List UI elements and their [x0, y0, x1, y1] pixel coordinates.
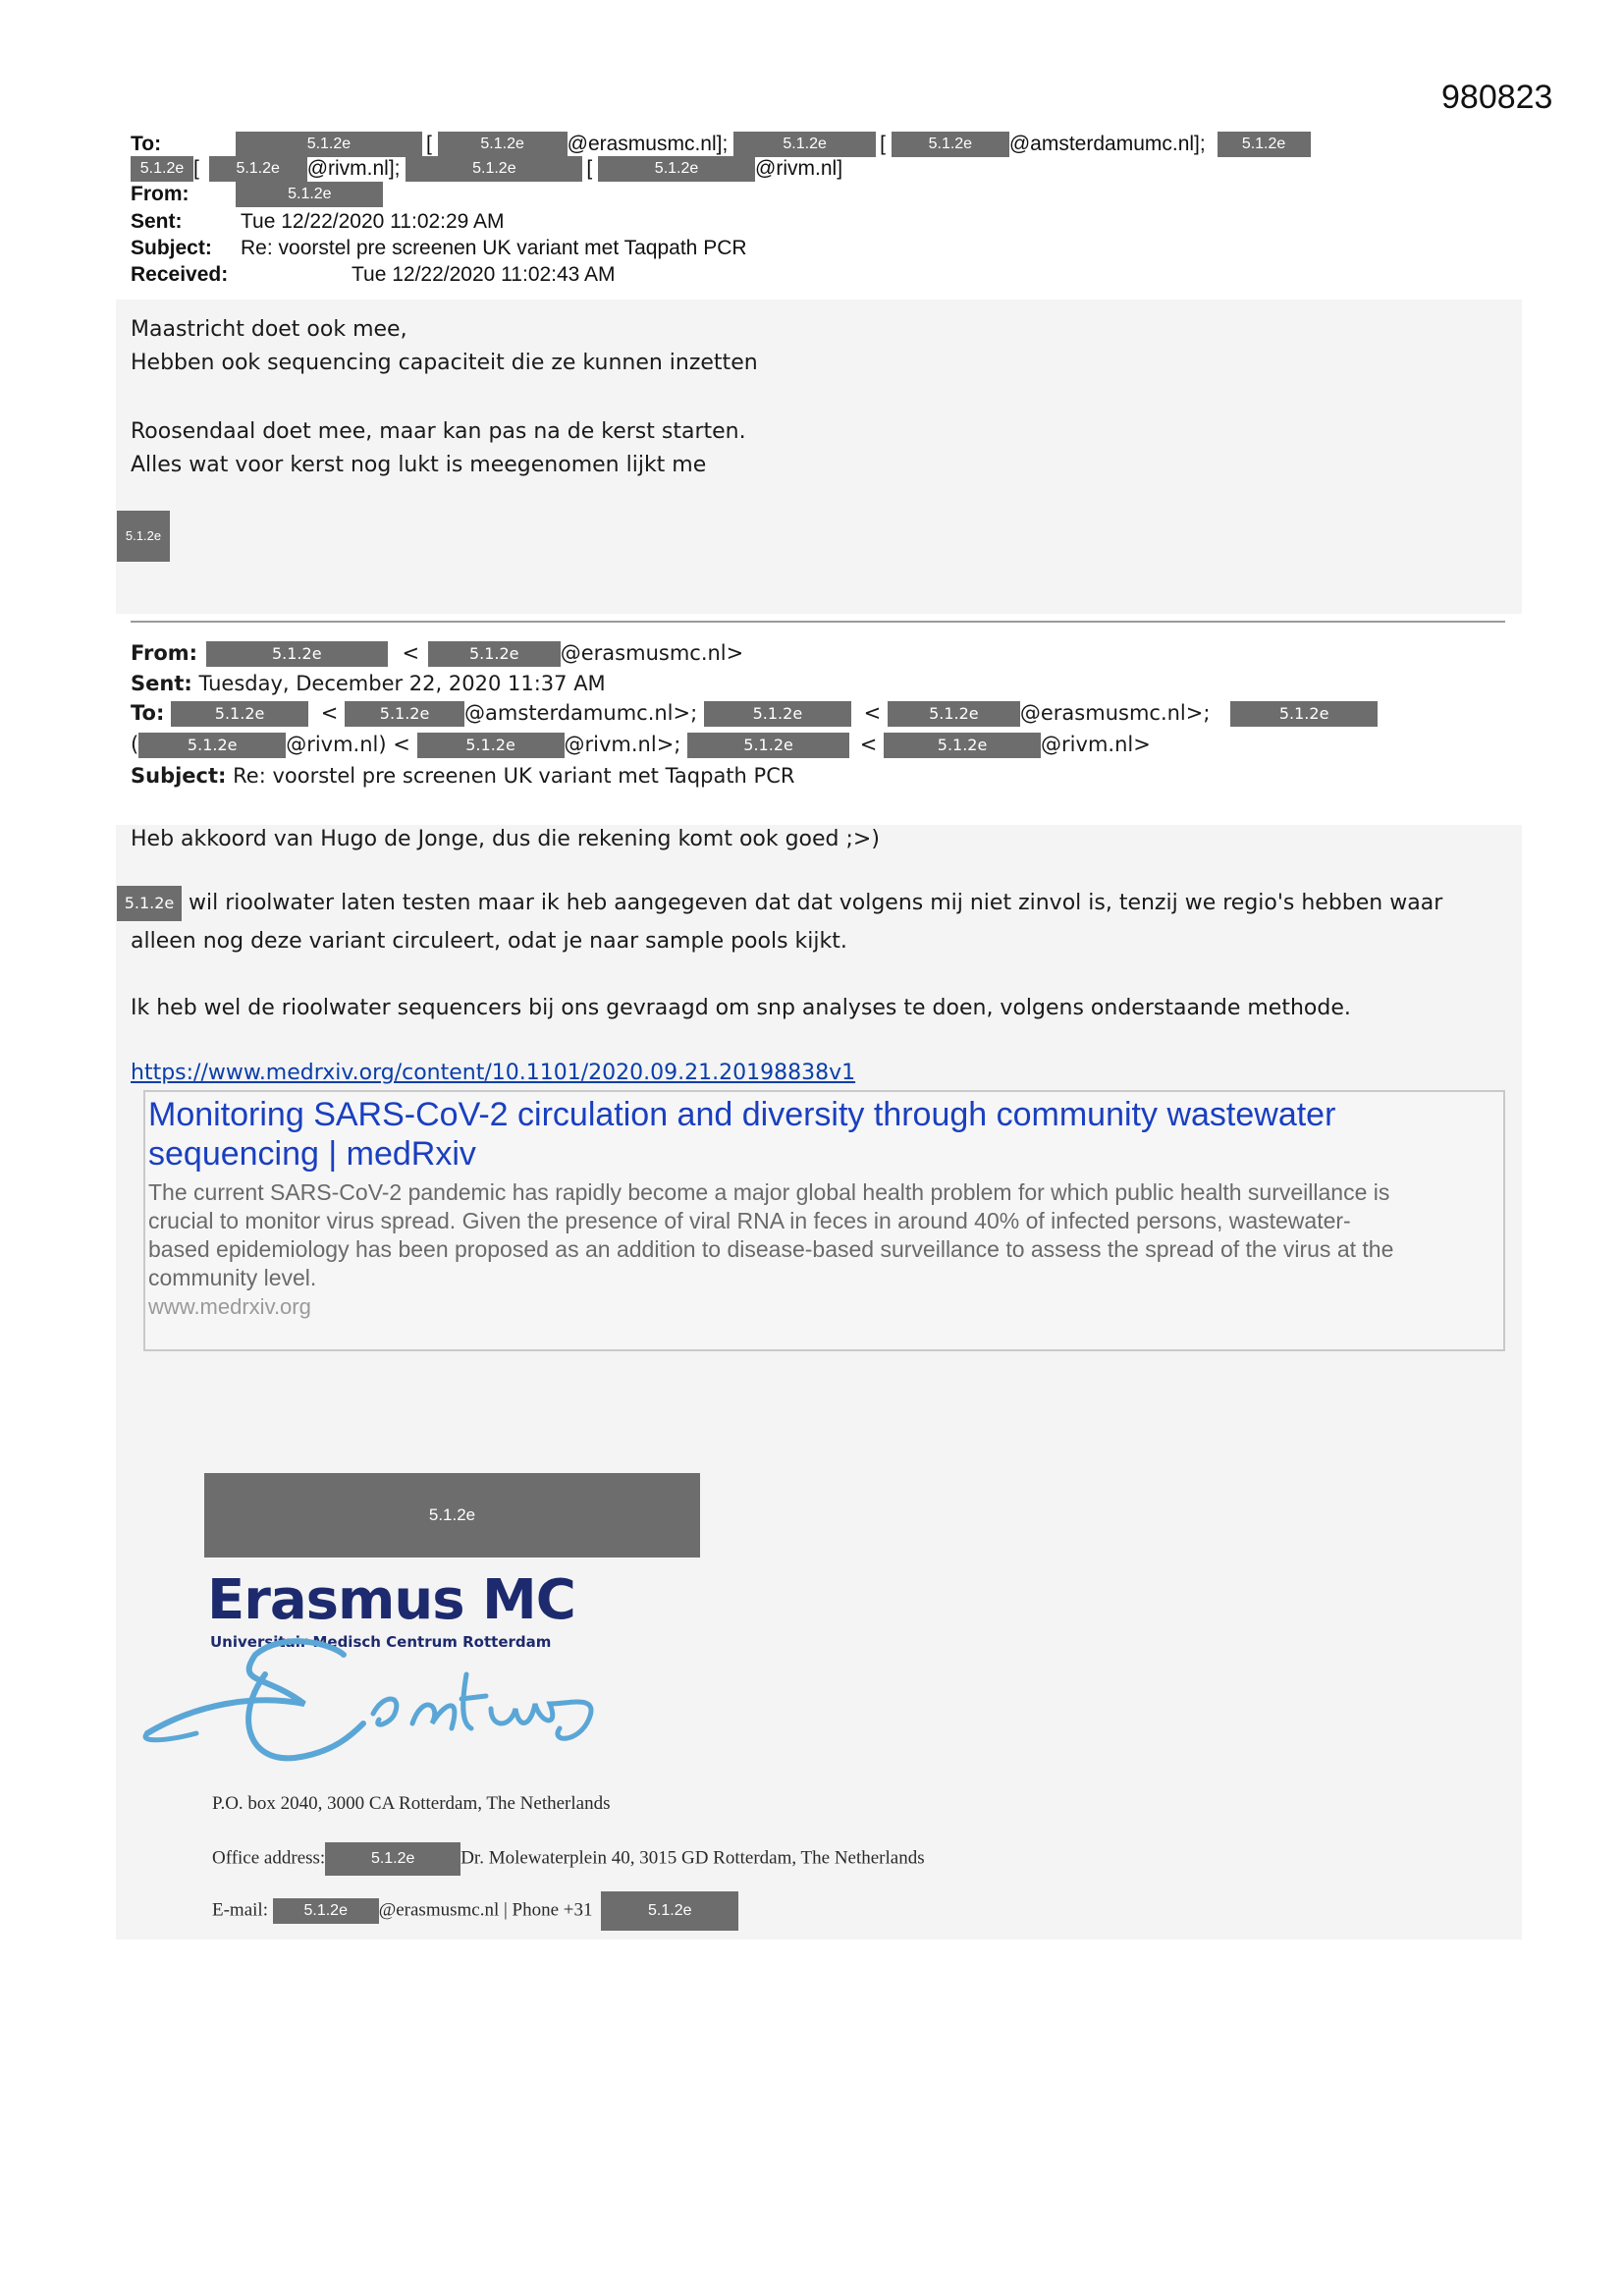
from-label: From:: [131, 641, 198, 665]
redaction-box: 5.1.2e: [601, 1891, 738, 1931]
redaction-box: 5.1.2e: [117, 886, 182, 921]
from-label: From:: [131, 183, 189, 205]
redaction-box: 5.1.2e: [892, 132, 1009, 157]
to-part-3: @rivm.nl) <: [286, 733, 410, 756]
to-part-2: @amsterdamumc.nl];: [1008, 133, 1206, 155]
office-label: Office address:: [212, 1847, 326, 1869]
redaction-box: 5.1.2e: [406, 156, 582, 182]
second-body-line-3: alleen nog deze variant circuleert, odat je naar sample pools kijkt.: [131, 929, 847, 954]
body-text: wil rioolwater laten testen maar ik heb aangegeven dat dat volgens mij niet zinvol is, tenzij we regio's hebben waar: [189, 891, 1443, 915]
email-label: E-mail:: [212, 1899, 268, 1921]
sent-label: Sent:: [131, 210, 183, 233]
redaction-box: 5.1.2e: [687, 733, 849, 758]
redaction-box: 5.1.2e: [417, 733, 565, 758]
erasmus-logo-text: Erasmus MC: [207, 1568, 575, 1632]
first-body-line-3: Roosendaal doet mee, maar kan pas na de kerst starten.: [131, 419, 746, 444]
to-part-1: @erasmusmc.nl];: [567, 133, 729, 155]
first-received-line: [131, 261, 616, 288]
subject-value: Re: voorstel pre screenen UK variant met Taqpath PCR: [233, 764, 795, 788]
redaction-box: 5.1.2e: [888, 701, 1020, 727]
redaction-box: 5.1.2e: [884, 733, 1041, 758]
second-to-line-2: ( 5.1.2e @rivm.nl) < 5.1.2e @rivm.nl>; 5.1.2e < 5.1.2e @rivm.nl>: [131, 733, 1151, 756]
first-from-line: [131, 181, 383, 207]
first-body-line-2: Hebben ook sequencing capaciteit die ze kunnen inzetten: [131, 351, 758, 375]
link-preview-card[interactable]: [143, 1090, 1505, 1351]
first-sent-line: [131, 208, 505, 235]
card-desc-line-4: community level.: [148, 1265, 317, 1290]
subject-label: Subject:: [131, 764, 227, 788]
second-subject-line: [131, 764, 794, 788]
redaction-box: 5.1.2e: [138, 733, 286, 758]
redaction-box: 5.1.2e: [273, 1898, 379, 1924]
first-subject-line: [131, 235, 747, 261]
to-part-2: @erasmusmc.nl>;: [1019, 701, 1211, 725]
redaction-box: 5.1.2e: [325, 1842, 460, 1876]
document-number: 980823: [1441, 79, 1553, 116]
first-to-line-2: 5.1.2e [ 5.1.2e @rivm.nl]; 5.1.2e [ 5.1.2e @rivm.nl]: [131, 155, 842, 182]
first-to-line-1: To: 5.1.2e [ 5.1.2e @erasmusmc.nl]; 5.1.2e [ 5.1.2e @amsterdamumc.nl]; 5.1.2e: [131, 131, 1311, 157]
signature-name-redaction: [204, 1473, 700, 1558]
redaction-box: 5.1.2e: [209, 156, 307, 182]
card-desc-line-3: based epidemiology has been proposed as an addition to disease-based surveillance to assess the spread of the virus at the: [148, 1236, 1394, 1262]
sent-label: Sent:: [131, 672, 192, 695]
card-site: www.medrxiv.org: [148, 1294, 311, 1319]
received-label: Received:: [131, 263, 229, 286]
email-divider: [131, 621, 1505, 623]
signature-po-box: P.O. box 2040, 3000 CA Rotterdam, The Netherlands: [212, 1793, 611, 1814]
redaction-box: 5.1.2e: [171, 701, 308, 727]
sent-value: Tue 12/22/2020 11:02:29 AM: [241, 210, 505, 233]
office-value: Dr. Molewaterplein 40, 3015 GD Rotterdam, The Netherlands: [460, 1847, 925, 1869]
redaction-box: 5.1.2e: [206, 641, 388, 667]
to-label: To:: [131, 701, 165, 725]
to-label: To:: [131, 133, 162, 155]
second-sent-line: [131, 672, 606, 695]
redaction-box: 5.1.2e: [131, 156, 193, 182]
from-suffix: @erasmusmc.nl>: [560, 641, 744, 665]
card-desc-line-1: The current SARS-CoV-2 pandemic has rapidly become a major global health problem for which public health surveillance is: [148, 1179, 1390, 1205]
second-body-line-1: Heb akkoord van Hugo de Jonge, dus die rekening komt ook goed ;>): [131, 827, 880, 851]
redaction-box: 5.1.2e: [1218, 132, 1311, 157]
redaction-code: 5.1.2e: [428, 1505, 476, 1524]
first-body-line-1: Maastricht doet ook mee,: [131, 317, 407, 342]
second-from-line: From: 5.1.2e < 5.1.2e @erasmusmc.nl>: [131, 641, 744, 665]
redaction-box: 5.1.2e: [428, 641, 561, 667]
card-desc-line-2: crucial to monitor virus spread. Given the presence of viral RNA in feces in around 40% of infected persons, wastewater-: [148, 1208, 1351, 1233]
redaction-box: 5.1.2e: [1230, 701, 1378, 727]
to-part-5: @rivm.nl>: [1041, 733, 1151, 756]
signature-office-line: [212, 1842, 925, 1876]
signature-email-line: [212, 1891, 738, 1931]
second-to-line-1: To: 5.1.2e < 5.1.2e @amsterdamumc.nl>; 5.1.2e < 5.1.2e @erasmusmc.nl>; 5.1.2e: [131, 701, 1378, 727]
second-body-line-2: [117, 886, 1442, 921]
received-value: Tue 12/22/2020 11:02:43 AM: [352, 263, 616, 286]
second-body-line-4: Ik heb wel de rioolwater sequencers bij ons gevraagd om snp analyses te doen, volgens onderstaande methode.: [131, 996, 1351, 1020]
to-part-4: @rivm.nl]: [755, 157, 843, 180]
redaction-box: 5.1.2e: [704, 701, 851, 727]
subject-label: Subject:: [131, 237, 212, 259]
card-title-line-2[interactable]: sequencing | medRxiv: [148, 1135, 476, 1173]
card-title-line-1[interactable]: Monitoring SARS-CoV-2 circulation and diversity through community wastewater: [148, 1096, 1336, 1133]
redaction-box: 5.1.2e: [733, 132, 876, 157]
redaction-box: 5.1.2e: [438, 132, 568, 157]
to-part-3: @rivm.nl];: [306, 157, 401, 180]
redaction-box: 5.1.2e: [236, 132, 422, 157]
medrxiv-link[interactable]: https://www.medrxiv.org/content/10.1101/2020.09.21.20198838v1: [131, 1061, 856, 1085]
to-part-4: @rivm.nl>;: [564, 733, 681, 756]
redaction-box: 5.1.2e: [598, 156, 755, 182]
redaction-code: 5.1.2e: [125, 528, 162, 543]
subject-value: Re: voorstel pre screenen UK variant met Taqpath PCR: [241, 237, 747, 259]
to-part-1: @amsterdamumc.nl>;: [464, 701, 698, 725]
erasmus-swoosh-icon: [137, 1635, 609, 1773]
sent-value: Tuesday, December 22, 2020 11:37 AM: [198, 672, 606, 695]
erasmus-logo-subtitle: Universitair Medisch Centrum Rotterdam: [210, 1633, 552, 1651]
email-suffix: @erasmusmc.nl | Phone +31: [378, 1899, 593, 1921]
signature-redaction: [117, 511, 170, 562]
first-body-line-4: Alles wat voor kerst nog lukt is meegenomen lijkt me: [131, 453, 707, 477]
redaction-box: 5.1.2e: [345, 701, 464, 727]
redaction-box: 5.1.2e: [236, 182, 383, 207]
